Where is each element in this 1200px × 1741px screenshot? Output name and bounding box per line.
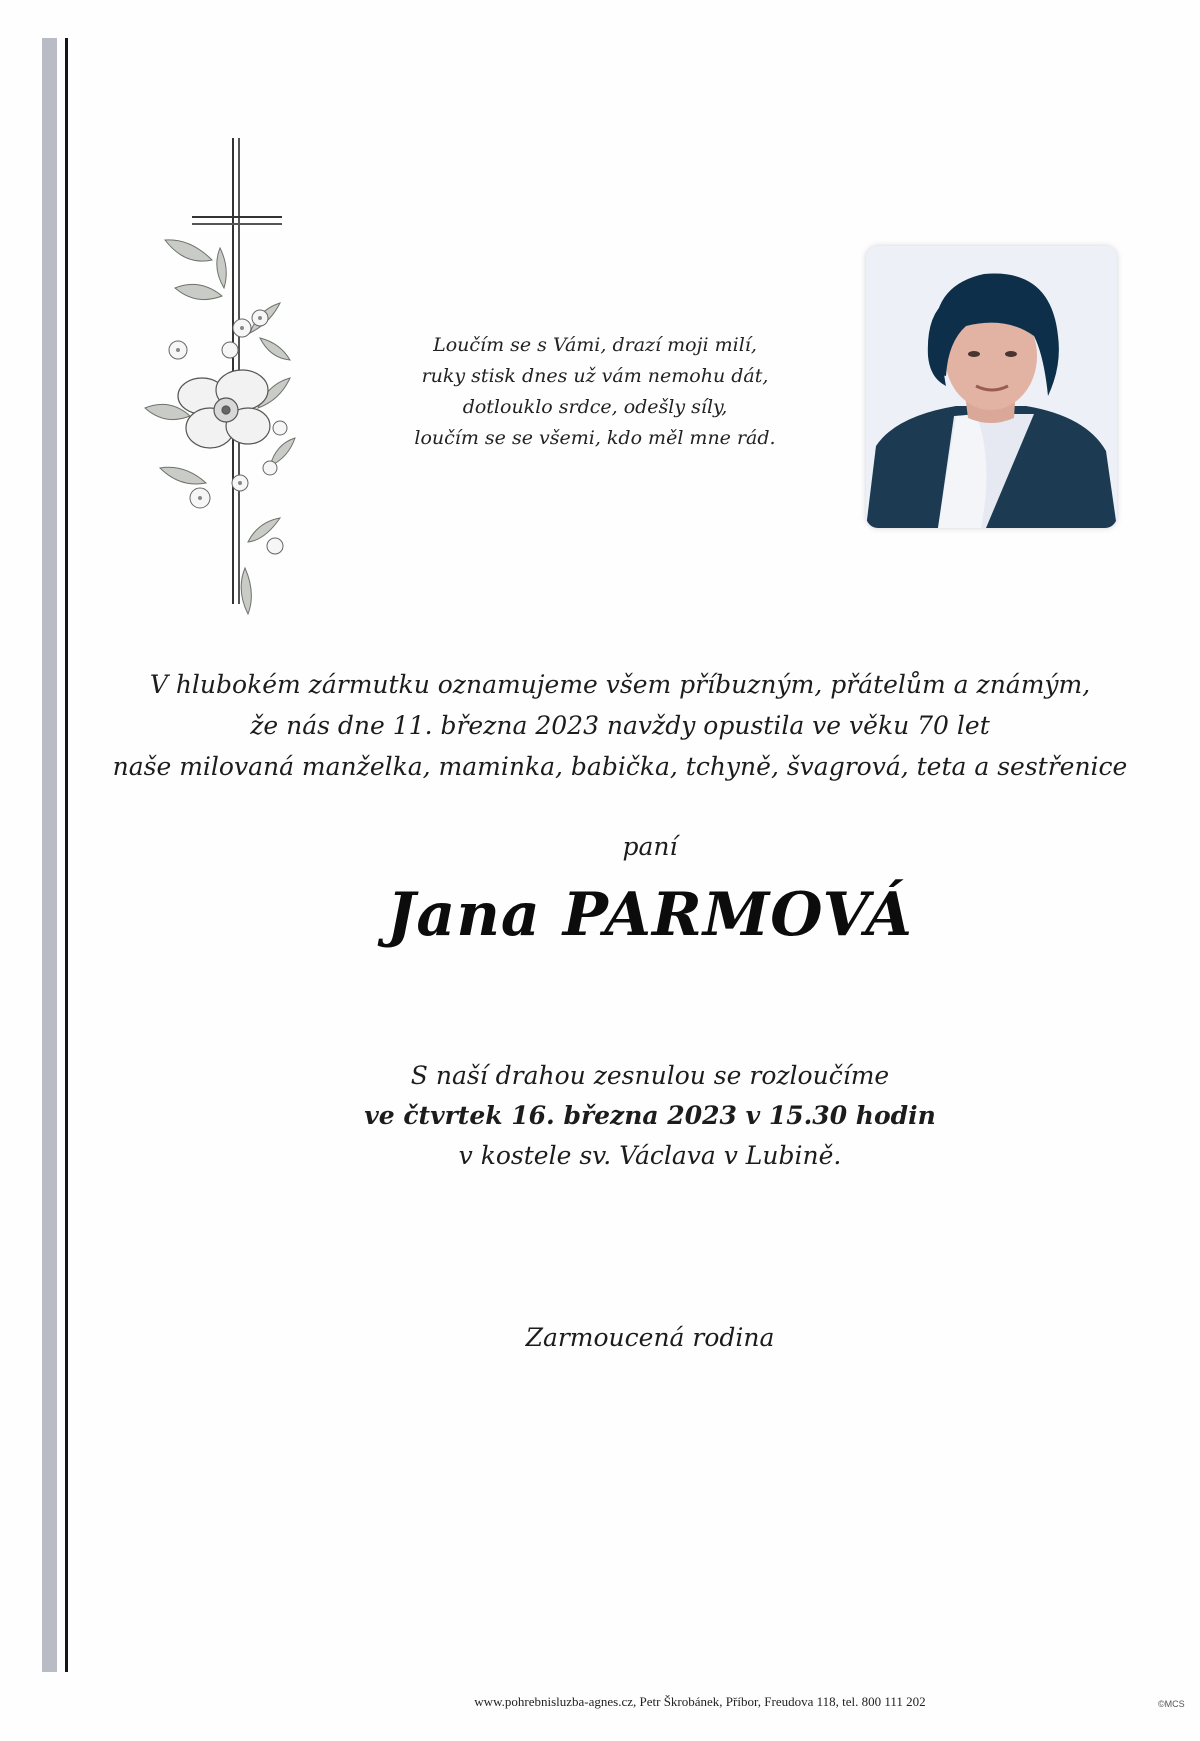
poem-line: ruky stisk dnes už vám nemohu dát, <box>421 365 769 387</box>
deceased-name: Jana PARMOVÁ <box>387 880 913 950</box>
announcement-line: V hlubokém zármutku oznamujeme všem příbuzným, přátelům a známým, <box>149 670 1091 699</box>
farewell-info <box>250 1056 1050 1176</box>
farewell-line: S naší drahou zesnulou se rozloučíme <box>410 1061 890 1090</box>
left-grey-border <box>42 38 57 1672</box>
poem-line: Loučím se s Vámi, drazí moji milí, <box>433 334 757 356</box>
honorific: paní <box>622 832 678 861</box>
farewell-date-time: ve čtvrtek 16. března 2023 v 15.30 hodin <box>364 1101 936 1130</box>
signature: Zarmoucená rodina <box>525 1323 775 1352</box>
announcement-line: že nás dne 11. března 2023 navždy opustila ve věku 70 let <box>250 711 990 740</box>
cross-with-flowers-icon <box>130 138 330 624</box>
poem <box>370 330 820 454</box>
announcement-text <box>100 664 1140 787</box>
announcement-line: naše milovaná manželka, maminka, babička, tchyně, švagrová, teta a sestřenice <box>112 752 1128 781</box>
copyright: ©MCS <box>1158 1699 1185 1709</box>
poem-line: loučím se se všemi, kdo měl mne rád. <box>414 427 776 449</box>
footer-contact: www.pohrebnisluzba-agnes.cz, Petr Škrobánek, Příbor, Freudova 118, tel. 800 111 202 <box>474 1694 926 1709</box>
farewell-place: v kostele sv. Václava v Lubině. <box>458 1141 842 1170</box>
poem-line: dotlouklo srdce, odešly síly, <box>462 396 728 418</box>
portrait-photo <box>866 246 1117 528</box>
left-black-line <box>65 38 68 1672</box>
